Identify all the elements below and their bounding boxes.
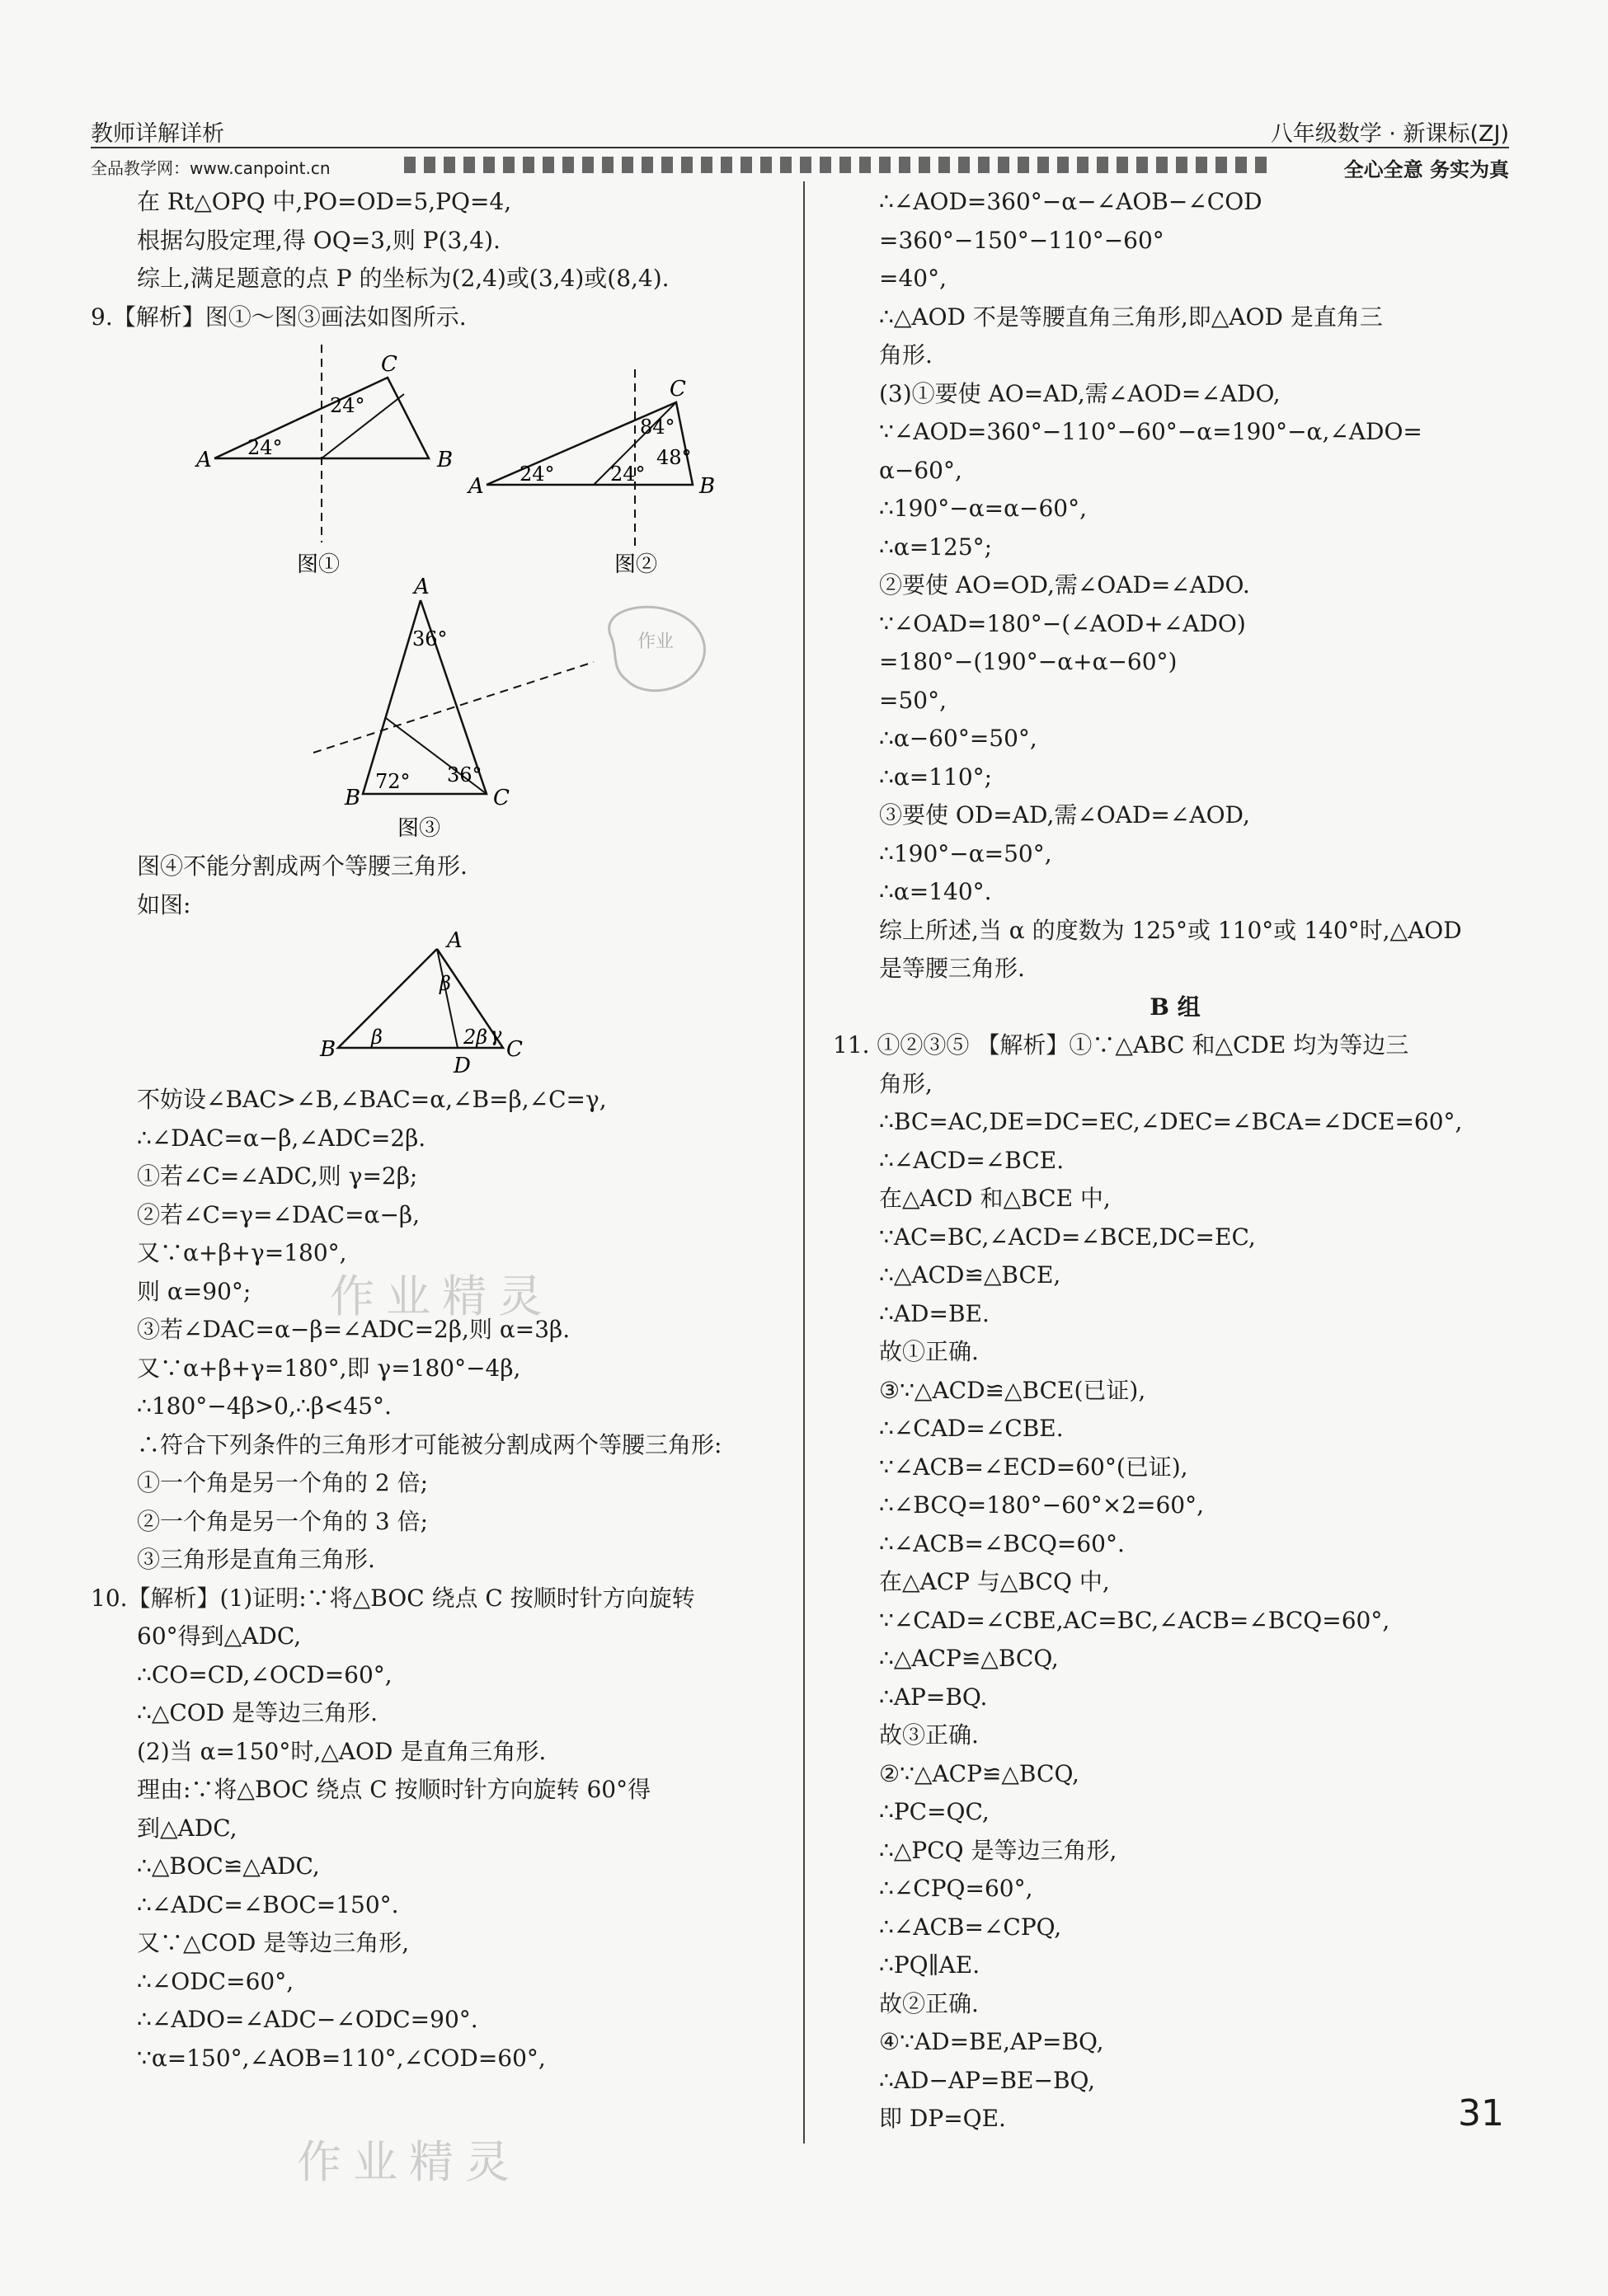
left-line: ③三角形是直角三角形.: [137, 1546, 375, 1573]
right-line: =50°,: [879, 686, 947, 714]
fig4-label-B: B: [320, 1037, 336, 1062]
right-line: ∴∠AOD=360°−α−∠AOB−∠COD: [879, 188, 1262, 215]
fig4-angle-beta-1: β: [371, 1026, 383, 1049]
fig1-label-C: C: [381, 352, 397, 377]
fig3-label-B: B: [345, 786, 361, 810]
column-divider: [803, 181, 805, 2143]
left-line: ∴∠ADC=∠BOC=150°.: [137, 1890, 399, 1918]
fig3-label-A: A: [414, 575, 430, 599]
left-line: ∴∠ODC=60°,: [137, 1967, 294, 1995]
fig4-label-A: A: [447, 928, 463, 953]
right-line: =40°,: [879, 265, 947, 292]
right-line: 在△ACP 与△BCQ 中,: [879, 1568, 1110, 1595]
right-line: 故②正确.: [879, 1989, 979, 2017]
right-line: =180°−(190°−α+α−60°): [879, 648, 1178, 675]
right-line: ∵∠AOD=360°−110°−60°−α=190°−α,∠ADO=: [879, 418, 1422, 445]
left-line: ①若∠C=∠ADC,则 γ=2β;: [137, 1162, 418, 1190]
left-line: ②一个角是另一个角的 3 倍;: [137, 1507, 429, 1535]
fig4-angle-gamma: γ: [490, 1023, 502, 1046]
fig3-caption: 图③: [397, 816, 441, 841]
right-line: ∴α=140°.: [879, 878, 992, 905]
right-line: ∵∠ACB=∠ECD=60°(已证),: [879, 1453, 1188, 1481]
left-line: ∴△COD 是等边三角形.: [137, 1699, 378, 1726]
right-line: ∴AP=BQ.: [879, 1683, 988, 1711]
right-line: ∵∠CAD=∠CBE,AC=BC,∠ACB=∠BCQ=60°,: [879, 1606, 1390, 1634]
figure-4: [91, 924, 783, 1081]
fig1-caption: 图①: [297, 552, 341, 577]
figures-9: [91, 336, 783, 848]
right-line: 角形.: [879, 341, 933, 369]
fig3-label-C: C: [493, 786, 510, 810]
right-line: ∴△ACD≌△BCE,: [879, 1261, 1061, 1289]
left-line: 理由:∵将△BOC 绕点 C 按顺时针方向旋转 60°得: [137, 1776, 651, 1803]
right-line: ②∵△ACP≌△BCQ,: [879, 1759, 1079, 1787]
left-line: 在 Rt△OPQ 中,PO=OD=5,PQ=4,: [137, 188, 512, 215]
left-line: 60°得到△ADC,: [137, 1622, 302, 1650]
right-line: ∴PQ∥AE.: [879, 1951, 980, 1979]
right-line: ∵AC=BC,∠ACD=∠BCE,DC=EC,: [879, 1223, 1256, 1251]
right-line: ③要使 OD=AD,需∠OAD=∠AOD,: [879, 801, 1250, 829]
left-line: ∴∠ADO=∠ADC−∠ODC=90°.: [137, 2006, 478, 2033]
right-line: B 组: [1150, 993, 1201, 1021]
fig3-angle-3: 72°: [375, 770, 411, 793]
fig4-angle-2beta: 2β: [463, 1026, 488, 1049]
left-line: 9.【解析】图①～图③画法如图所示.: [91, 303, 467, 331]
fig2-angle-2: 24°: [610, 462, 646, 486]
right-line: 综上所述,当 α 的度数为 125°或 110°或 140°时,△AOD: [879, 916, 1462, 944]
fig2-caption: 图②: [614, 552, 658, 577]
right-line: ∴AD=BE.: [879, 1299, 990, 1327]
right-line: ∴∠ACD=∠BCE.: [879, 1146, 1065, 1174]
fig2-angle-1: 24°: [520, 462, 555, 486]
right-line: ∵∠OAD=180°−(∠AOD+∠ADO): [879, 609, 1246, 637]
left-column: [91, 183, 783, 2078]
left-line: ∴CO=CD,∠OCD=60°,: [137, 1660, 393, 1688]
fig3-bisector: [313, 662, 594, 753]
right-line: 故③正确.: [879, 1721, 979, 1749]
fig3-angle-2: 36°: [447, 763, 482, 786]
right-line: ∴PC=QC,: [879, 1798, 990, 1825]
right-line: 是等腰三角形.: [879, 955, 1025, 982]
watermark-1: 作业精灵: [330, 1270, 554, 1322]
right-line: ③∵△ACD≌△BCE(已证),: [879, 1376, 1146, 1404]
right-line: ∴BC=AC,DE=DC=EC,∠DEC=∠BCA=∠DCE=60°,: [879, 1108, 1463, 1135]
right-line: ∴△PCQ 是等边三角形,: [879, 1836, 1117, 1864]
right-line: 在△ACD 和△BCE 中,: [879, 1185, 1111, 1212]
left-line: ②若∠C=γ=∠DAC=α−β,: [137, 1200, 421, 1228]
left-line: 到△ADC,: [137, 1814, 237, 1842]
right-line: ∴∠ACB=∠CPQ,: [879, 1913, 1062, 1941]
stamp-text: 作业: [637, 632, 675, 652]
right-line: ∴∠CAD=∠CBE.: [879, 1415, 1064, 1442]
right-line: ④∵AD=BE,AP=BQ,: [879, 2028, 1104, 2055]
watermark-2: 作业精灵: [297, 2136, 521, 2188]
left-line: 10.【解析】(1)证明:∵将△BOC 绕点 C 按顺时针方向旋转: [91, 1584, 695, 1612]
right-line: ∴190°−α=50°,: [879, 839, 1052, 867]
header-title: 教师详解详析: [91, 121, 224, 147]
right-line: ∴∠BCQ=180°−60°×2=60°,: [879, 1491, 1205, 1519]
figure-3: [313, 575, 594, 841]
right-line: ∴α−60°=50°,: [879, 725, 1037, 752]
right-line: ∴α=125°;: [879, 533, 993, 561]
fig2-triangle: [487, 402, 693, 485]
left-line: ∵α=150°,∠AOB=110°,∠COD=60°,: [137, 2044, 546, 2072]
fig4-label-C: C: [506, 1037, 523, 1062]
fig1-label-B: B: [437, 448, 454, 472]
fig1-angle-1: 24°: [247, 436, 283, 459]
right-line: ∴△AOD 不是等腰直角三角形,即△AOD 是直角三: [879, 303, 1383, 331]
left-line: 又∵α+β+γ=180°,即 γ=180°−4β,: [137, 1354, 521, 1382]
right-line: ∴190°−α=α−60°,: [879, 495, 1087, 522]
figure-1: [195, 345, 453, 577]
header-stripe: [404, 157, 1270, 173]
fig1-angle-2: 24°: [330, 394, 365, 417]
right-line: ∴∠CPQ=60°,: [879, 1875, 1033, 1902]
left-line: 不妨设∠BAC>∠B,∠BAC=α,∠B=β,∠C=γ,: [137, 1086, 607, 1113]
page-number: 31: [1458, 2092, 1504, 2134]
fig1-label-A: A: [196, 448, 212, 472]
right-line: =360°−150°−110°−60°: [879, 226, 1164, 254]
right-line: ∴AD−AP=BE−BQ,: [879, 2066, 1095, 2094]
left-line: ∴∠DAC=α−β,∠ADC=2β.: [137, 1124, 426, 1152]
left-line: ∴△BOC≌△ADC,: [137, 1852, 320, 1880]
left-line: ③若∠DAC=α−β=∠ADC=2β,则 α=3β.: [137, 1316, 571, 1343]
left-line: 综上,满足题意的点 P 的坐标为(2,4)或(3,4)或(8,4).: [137, 265, 670, 292]
right-line: ∴△ACP≌△BCQ,: [879, 1645, 1059, 1672]
left-line: 则 α=90°;: [137, 1277, 252, 1305]
left-line: (2)当 α=150°时,△AOD 是直角三角形.: [137, 1737, 547, 1765]
stamp-logo: [594, 602, 717, 697]
fig2-label-B: B: [699, 474, 716, 499]
left-line: 如图:: [137, 890, 191, 918]
figure-2: [467, 369, 715, 577]
header-subject: 八年级数学 · 新课标(ZJ): [1270, 121, 1509, 147]
right-line: α−60°,: [879, 456, 962, 484]
right-line: ∴∠ACB=∠BCQ=60°.: [879, 1529, 1125, 1557]
fig4-angle-beta-2: β: [440, 972, 451, 995]
left-line: ∴180°−4β>0,∴β<45°.: [137, 1392, 392, 1420]
left-line: 又∵△COD 是等边三角形,: [137, 1929, 410, 1956]
right-line: 11. ①②③⑤ 【解析】①∵△ABC 和△CDE 均为等边三: [833, 1031, 1409, 1059]
fig3-angle-1: 36°: [412, 627, 448, 650]
fig2-angle-3: 84°: [640, 416, 675, 439]
right-line: 即 DP=QE.: [879, 2105, 1006, 2132]
header-rule: [91, 147, 1509, 148]
right-line: ②要使 AO=OD,需∠OAD=∠ADO.: [879, 571, 1250, 599]
left-line: 又∵α+β+γ=180°,: [137, 1239, 347, 1266]
fig2-angle-4: 48°: [656, 446, 692, 469]
header-site: 全品教学网：www.canpoint.cn: [91, 158, 331, 178]
left-line: 图④不能分割成两个等腰三角形.: [137, 852, 468, 880]
left-line: 根据勾股定理,得 OQ=3,则 P(3,4).: [137, 226, 501, 254]
fig2-label-C: C: [670, 377, 686, 401]
right-line: 角形,: [879, 1069, 933, 1097]
fig4-label-D: D: [454, 1054, 471, 1078]
fig2-label-A: A: [468, 474, 484, 499]
right-line: (3)①要使 AO=AD,需∠AOD=∠ADO,: [879, 379, 1281, 407]
right-line: ∴α=110°;: [879, 763, 993, 791]
left-line: ①一个角是另一个角的 2 倍;: [137, 1469, 429, 1496]
header-slogan: 全心全意 务实为真: [1343, 158, 1509, 181]
right-line: 故①正确.: [879, 1338, 979, 1365]
left-line: ∴符合下列条件的三角形才可能被分割成两个等腰三角形:: [137, 1430, 722, 1458]
right-column: [833, 183, 1517, 2139]
